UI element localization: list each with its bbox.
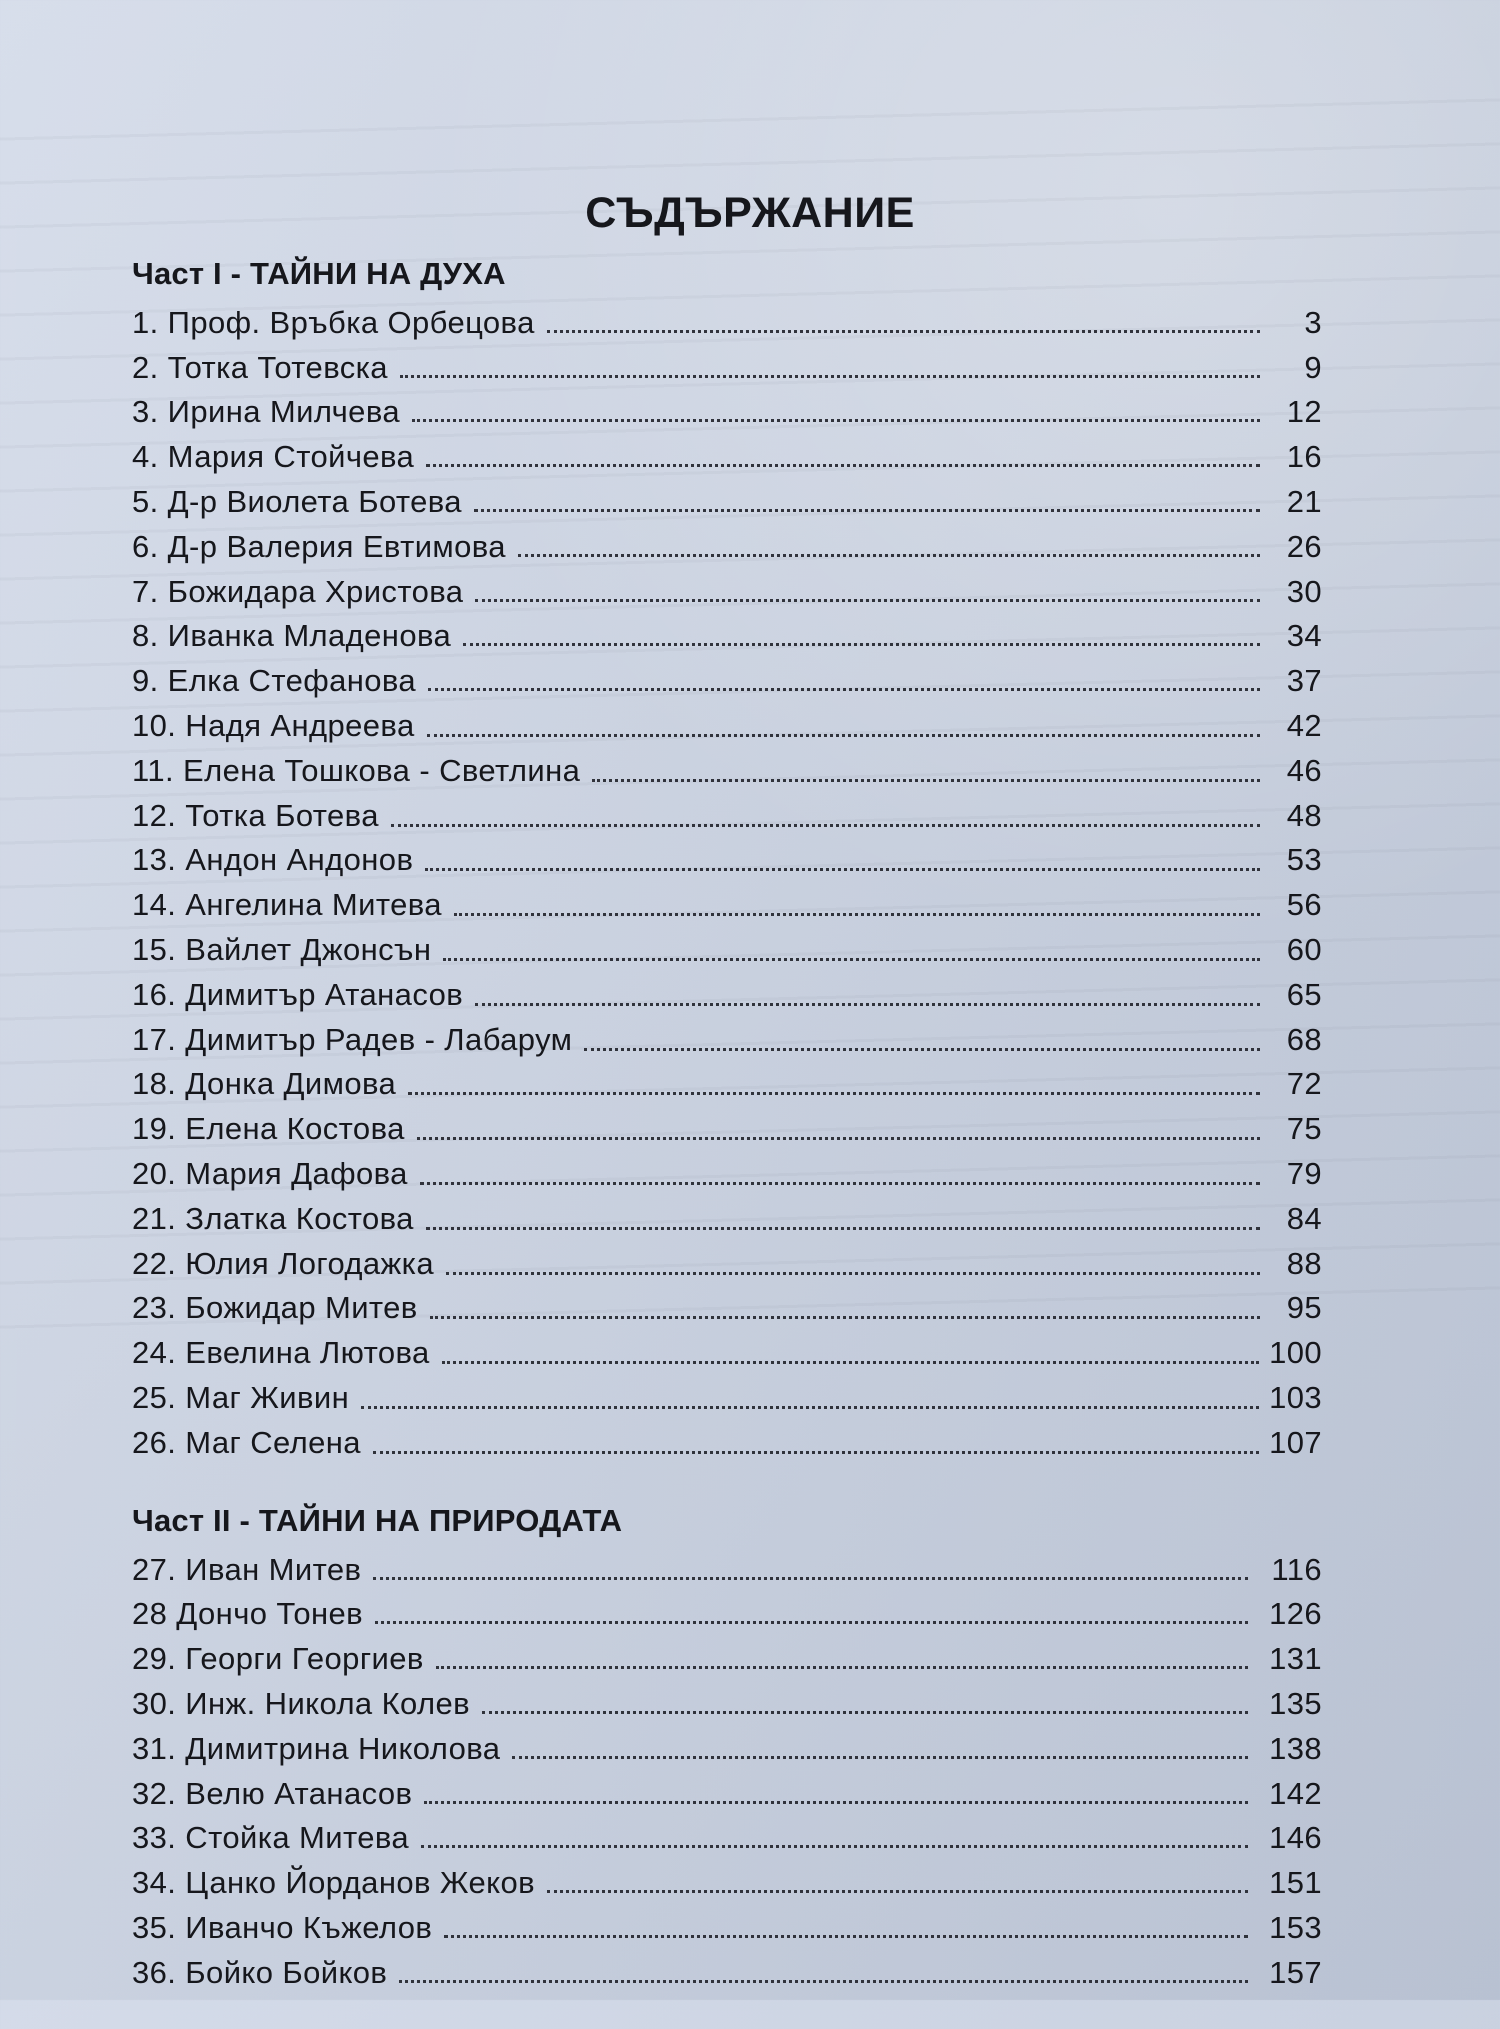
toc-entry-label: 25. Маг Живин: [132, 1379, 350, 1415]
toc-page-number: 48: [1286, 797, 1322, 833]
toc-entry-label: 4. Мария Стойчева: [132, 439, 415, 475]
dot-leader: [420, 1182, 1260, 1185]
dot-leader: [454, 913, 1260, 916]
toc-entry-label: 14. Ангелина Митева: [132, 887, 442, 923]
toc-entry: [132, 1726, 1322, 1771]
dot-leader: [375, 1621, 1248, 1624]
toc-page-number: 26: [1286, 528, 1322, 564]
toc-page-number: 88: [1286, 1245, 1322, 1281]
toc-entry: [132, 1592, 1322, 1637]
dot-leader: [463, 643, 1260, 646]
dot-leader: [475, 599, 1260, 602]
toc-page-number: 126: [1269, 1596, 1322, 1632]
toc-entry-label: 21. Златка Костова: [132, 1200, 414, 1236]
toc-page-number: 46: [1286, 752, 1322, 788]
toc-entry: [132, 1241, 1322, 1286]
toc-entry: [132, 1196, 1322, 1241]
toc-entry: [132, 614, 1322, 659]
toc-page-number: 68: [1286, 1021, 1322, 1057]
toc-entry-label: 5. Д-р Виолета Ботева: [132, 483, 462, 519]
dot-leader: [474, 509, 1260, 512]
toc-entry-label: 26. Маг Селена: [132, 1424, 361, 1460]
dot-leader: [584, 1048, 1260, 1051]
toc-entry-label: 3. Ирина Милчева: [132, 394, 400, 430]
dot-leader: [592, 779, 1260, 782]
dot-leader: [512, 1756, 1248, 1759]
toc-entry-label: 1. Проф. Връбка Орбецова: [132, 304, 535, 340]
dot-leader: [426, 1227, 1260, 1230]
toc-page-number: 135: [1269, 1685, 1322, 1721]
toc-entry: [132, 882, 1322, 927]
toc-entry: [132, 703, 1322, 748]
toc-entry-label: 13. Андон Андонов: [132, 842, 414, 878]
toc-page-number: 153: [1269, 1909, 1322, 1945]
toc-entry: [132, 658, 1322, 703]
dot-leader: [446, 1272, 1260, 1275]
toc-page-number: 42: [1286, 707, 1322, 743]
toc-page-number: 30: [1286, 573, 1322, 609]
toc-page-number: 142: [1269, 1775, 1322, 1811]
toc-entry: [132, 1106, 1322, 1151]
toc-section-part-2: [132, 1499, 1322, 1995]
toc-entry: [132, 300, 1322, 345]
toc-page-number: 21: [1286, 483, 1322, 519]
dot-leader: [475, 1003, 1260, 1006]
dot-leader: [425, 868, 1260, 871]
toc-page-number: 79: [1286, 1155, 1322, 1191]
toc-entry-label: 31. Димитрина Николова: [132, 1730, 501, 1766]
toc-entry-label: 18. Донка Димова: [132, 1066, 397, 1102]
toc-page-number: 151: [1269, 1865, 1322, 1901]
toc-entry: [132, 479, 1322, 524]
toc-entry: [132, 1420, 1322, 1465]
toc-page-number: 53: [1286, 842, 1322, 878]
toc-entry: [132, 1547, 1322, 1592]
toc-entry-label: 33. Стойка Митева: [132, 1820, 409, 1856]
dot-leader: [518, 554, 1260, 557]
toc-entry: [132, 1375, 1322, 1420]
toc-page-number: 3: [1304, 304, 1322, 340]
dot-leader: [421, 1845, 1248, 1848]
toc-page-number: 116: [1271, 1551, 1322, 1587]
toc-entry-label: 11. Елена Тошкова - Светлина: [132, 752, 581, 788]
page-title: СЪДЪРЖАНИЕ: [585, 188, 915, 237]
toc-entry-label: 7. Божидара Христова: [132, 573, 464, 609]
toc-entry: [132, 838, 1322, 883]
toc-entry-label: 10. Надя Андреева: [132, 707, 415, 743]
toc-entry: [132, 1771, 1322, 1816]
toc-entry-label: 15. Вайлет Джонсън: [132, 931, 432, 967]
toc-entry: [132, 927, 1322, 972]
toc-entry-label: 27. Иван Митев: [132, 1551, 362, 1587]
dot-leader: [417, 1137, 1260, 1140]
toc-entry-label: 2. Тотка Тотевска: [132, 349, 388, 385]
toc-page-number: 34: [1286, 618, 1322, 654]
dot-leader: [373, 1451, 1259, 1454]
dot-leader: [444, 1935, 1248, 1938]
toc-page-number: 56: [1286, 887, 1322, 923]
toc-entry-label: 12. Тотка Ботева: [132, 797, 379, 833]
toc-entry: [132, 1017, 1322, 1062]
toc-entry: [132, 1062, 1322, 1107]
dot-leader: [482, 1711, 1248, 1714]
toc-entry: [132, 390, 1322, 435]
toc-entry-label: 20. Мария Дафова: [132, 1155, 408, 1191]
dot-leader: [436, 1666, 1248, 1669]
section-title-part-1: Част I - ТАЙНИ НА ДУХА: [132, 256, 506, 291]
toc-entry-label: 32. Велю Атанасов: [132, 1775, 413, 1811]
toc-entry-label: 28 Дончо Тонев: [132, 1596, 363, 1632]
toc-section-part-1: [132, 252, 1322, 1465]
toc-entry: [132, 972, 1322, 1017]
toc-page-number: 146: [1269, 1820, 1322, 1856]
toc-page-number: 65: [1286, 976, 1322, 1012]
toc-entry: [132, 1816, 1322, 1861]
toc-entry: [132, 1950, 1322, 1995]
toc-entry-label: 9. Елка Стефанова: [132, 663, 417, 699]
toc-page-number: 103: [1269, 1379, 1322, 1415]
dot-leader: [443, 958, 1260, 961]
dot-leader: [428, 688, 1260, 691]
toc-entry-label: 22. Юлия Логодажка: [132, 1245, 434, 1281]
dot-leader: [399, 1980, 1248, 1983]
toc-entry: [132, 1286, 1322, 1331]
toc-entry: [132, 1860, 1322, 1905]
toc-entry: [132, 1681, 1322, 1726]
dot-leader: [427, 734, 1260, 737]
dot-leader: [391, 824, 1260, 827]
toc-list-part-1: [132, 300, 1322, 1465]
toc-list-part-2: [132, 1547, 1322, 1995]
dot-leader: [426, 464, 1260, 467]
toc-entry-label: 8. Иванка Младенова: [132, 618, 452, 654]
toc-entry-label: 16. Димитър Атанасов: [132, 976, 464, 1012]
toc-entry-label: 30. Инж. Никола Колев: [132, 1685, 471, 1721]
toc-page-number: 138: [1269, 1730, 1322, 1766]
toc-page-number: 95: [1286, 1290, 1322, 1326]
toc-entry: [132, 1330, 1322, 1375]
dot-leader: [361, 1406, 1259, 1409]
toc-entry: [132, 524, 1322, 569]
toc-entry-label: 24. Евелина Лютова: [132, 1335, 430, 1371]
toc-entry-label: 17. Димитър Радев - Лабарум: [132, 1021, 573, 1057]
toc-page-number: 100: [1269, 1335, 1322, 1371]
toc-entry: [132, 748, 1322, 793]
dot-leader: [547, 1890, 1248, 1893]
toc-page-number: 157: [1269, 1954, 1322, 1990]
toc-entry: [132, 793, 1322, 838]
toc-entry: [132, 1151, 1322, 1196]
toc-page-number: 75: [1286, 1111, 1322, 1147]
toc-entry: [132, 1905, 1322, 1950]
dot-leader: [412, 419, 1260, 422]
dot-leader: [424, 1801, 1248, 1804]
toc-entry-label: 19. Елена Костова: [132, 1111, 405, 1147]
dot-leader: [373, 1577, 1248, 1580]
toc-entry-label: 6. Д-р Валерия Евтимова: [132, 528, 506, 564]
toc-page-number: 9: [1304, 349, 1322, 385]
toc-page-number: 84: [1286, 1200, 1322, 1236]
toc-entry: [132, 569, 1322, 614]
dot-leader: [400, 375, 1260, 378]
dot-leader: [430, 1316, 1260, 1319]
toc-entry: [132, 1636, 1322, 1681]
toc-entry-label: 35. Иванчо Къжелов: [132, 1909, 433, 1945]
table-of-contents: [132, 252, 1322, 2029]
toc-entry: [132, 434, 1322, 479]
toc-page-number: 37: [1286, 663, 1322, 699]
toc-page-number: 72: [1286, 1066, 1322, 1102]
toc-entry: [132, 345, 1322, 390]
toc-page-number: 16: [1286, 439, 1322, 475]
toc-entry-label: 23. Божидар Митев: [132, 1290, 418, 1326]
dot-leader: [547, 330, 1260, 333]
toc-entry-label: 36. Бойко Бойков: [132, 1954, 388, 1990]
toc-entry-label: 29. Георги Георгиев: [132, 1641, 424, 1677]
toc-page-number: 12: [1286, 394, 1322, 430]
toc-page-number: 60: [1286, 931, 1322, 967]
toc-page-number: 131: [1269, 1641, 1322, 1677]
toc-entry-label: 34. Цанко Йорданов Жеков: [132, 1865, 535, 1901]
section-title-part-2: Част II - ТАЙНИ НА ПРИРОДАТА: [132, 1502, 623, 1538]
dot-leader: [408, 1092, 1260, 1095]
toc-page-number: 107: [1269, 1424, 1322, 1460]
dot-leader: [442, 1361, 1259, 1364]
